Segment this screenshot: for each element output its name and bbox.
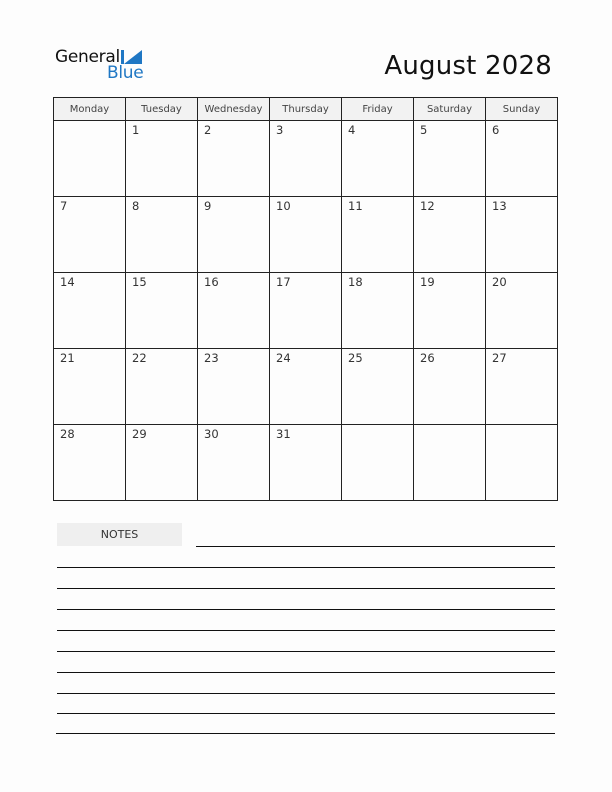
week-row <box>54 349 558 425</box>
day-number: 29 <box>132 427 147 441</box>
day-cell <box>198 349 270 425</box>
day-cell <box>342 273 414 349</box>
day-number: 5 <box>420 123 428 137</box>
day-cell <box>198 425 270 501</box>
general-blue-logo <box>55 47 155 83</box>
day-number: 6 <box>492 123 500 137</box>
day-cell <box>198 197 270 273</box>
day-number: 9 <box>204 199 212 213</box>
day-number: 18 <box>348 275 363 289</box>
weekday-tuesday: Tuesday <box>126 98 198 121</box>
day-number: 19 <box>420 275 435 289</box>
day-cell <box>270 197 342 273</box>
notes-line <box>57 693 555 694</box>
notes-line <box>56 733 555 734</box>
day-number: 27 <box>492 351 507 365</box>
notes-line <box>57 713 555 714</box>
day-cell <box>54 121 126 197</box>
day-cell <box>198 121 270 197</box>
day-number: 8 <box>132 199 140 213</box>
day-cell <box>342 121 414 197</box>
notes-label: NOTES <box>57 523 182 546</box>
notes-line <box>57 567 555 568</box>
day-number: 2 <box>204 123 212 137</box>
day-number: 21 <box>60 351 75 365</box>
day-cell <box>414 425 486 501</box>
day-cell <box>126 349 198 425</box>
day-number: 17 <box>276 275 291 289</box>
day-number: 13 <box>492 199 507 213</box>
day-cell <box>270 349 342 425</box>
notes-line <box>57 630 555 631</box>
day-number: 23 <box>204 351 219 365</box>
notes-line <box>57 609 555 610</box>
weekday-saturday: Saturday <box>414 98 486 121</box>
day-number <box>54 121 125 123</box>
logo-text-general: General <box>55 47 120 67</box>
week-row <box>54 273 558 349</box>
week-row <box>54 425 558 501</box>
day-number: 11 <box>348 199 363 213</box>
day-cell <box>126 273 198 349</box>
weekday-thursday: Thursday <box>270 98 342 121</box>
notes-line <box>57 672 555 673</box>
day-number <box>486 425 557 427</box>
day-cell <box>126 197 198 273</box>
day-cell <box>486 197 558 273</box>
logo-text-blue: Blue <box>107 63 144 83</box>
day-number: 1 <box>132 123 140 137</box>
day-cell <box>414 197 486 273</box>
day-number <box>414 425 485 427</box>
day-cell <box>414 273 486 349</box>
notes-line <box>57 651 555 652</box>
notes-line <box>196 546 555 547</box>
day-cell <box>54 425 126 501</box>
day-number: 24 <box>276 351 291 365</box>
day-cell <box>486 273 558 349</box>
day-number: 3 <box>276 123 284 137</box>
day-cell <box>270 273 342 349</box>
day-number: 20 <box>492 275 507 289</box>
week-row <box>54 197 558 273</box>
day-number: 14 <box>60 275 75 289</box>
day-number: 15 <box>132 275 147 289</box>
day-number: 31 <box>276 427 291 441</box>
day-cell <box>342 197 414 273</box>
weekday-sunday: Sunday <box>486 98 558 121</box>
weekday-monday: Monday <box>54 98 126 121</box>
day-cell <box>342 425 414 501</box>
calendar-grid <box>53 97 558 501</box>
day-number: 22 <box>132 351 147 365</box>
day-cell <box>270 121 342 197</box>
week-row <box>54 121 558 197</box>
day-number: 4 <box>348 123 356 137</box>
day-cell <box>486 425 558 501</box>
notes-line <box>57 588 555 589</box>
day-cell <box>126 425 198 501</box>
logo-triangle-icon <box>124 50 142 64</box>
day-cell <box>126 121 198 197</box>
day-number: 28 <box>60 427 75 441</box>
day-cell <box>54 197 126 273</box>
day-cell <box>54 273 126 349</box>
day-number: 26 <box>420 351 435 365</box>
day-cell <box>198 273 270 349</box>
month-title: August 2028 <box>384 51 552 81</box>
day-cell <box>342 349 414 425</box>
day-number: 30 <box>204 427 219 441</box>
day-cell <box>270 425 342 501</box>
day-cell <box>54 349 126 425</box>
day-number: 16 <box>204 275 219 289</box>
day-cell <box>414 121 486 197</box>
day-cell <box>486 349 558 425</box>
day-number: 7 <box>60 199 68 213</box>
day-cell <box>486 121 558 197</box>
weekday-friday: Friday <box>342 98 414 121</box>
day-cell <box>414 349 486 425</box>
day-number: 10 <box>276 199 291 213</box>
day-number: 12 <box>420 199 435 213</box>
day-number <box>342 425 413 427</box>
day-number: 25 <box>348 351 363 365</box>
weekday-header-row <box>54 98 558 121</box>
weekday-wednesday: Wednesday <box>198 98 270 121</box>
